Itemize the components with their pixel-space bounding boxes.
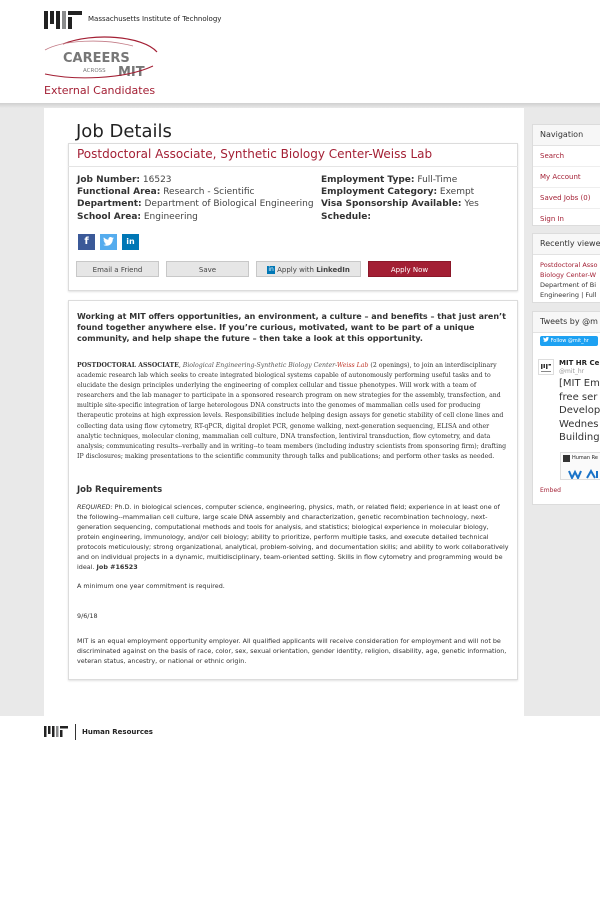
linkedin-share-icon[interactable]: in	[122, 234, 139, 250]
tweet-line: Wednes	[559, 418, 599, 430]
human-resources-logo-icon	[563, 455, 570, 462]
visa-label: Visa Sponsorship Available:	[321, 199, 462, 209]
description-paragraph: POSTDOCTORAL ASSOCIATE, Biological Engineering-Synthetic Biology Center-Weiss Lab (2 openings), to join an interdisciplinary academic research lab which seeks to create integrated biological systems capable of autonomously performing useful tasks and to elucidate the design principles underlying the engineering of complex cellular and tissue phenotypes. Will work with a team of researchers and the lab manager to participate in a sponsored research program on new strategies for the assembly, transfection, and multiple site-specific integration of large heterologous DNA constructs into the genomes of mammalian cells used for producing therapeutic proteins at high expression levels. Responsibilities include helping design assays for genetic stability of cell clone lines and collecting data using flow cytometry, RT-qPCR, digital droplet PCR, genome walking, next-generation sequencing, ELISA and other analytic techniques, molecular cloning, mammalian cell culture, DNA transfection, lentiviral transduction, flow cytometry, and data analysis; communicating results--verbally and in writing--to team members (including industry scientists from sponsoring firm); drafting IP disclosures; making presentations to the scientific community through talks and publications; and perform other tasks as needed.	[77, 362, 507, 460]
lab-name: Biological Engineering-Synthetic Biology Center-	[182, 362, 337, 369]
job-number-label: Job Number:	[77, 175, 141, 185]
recently-viewed-item[interactable]	[533, 255, 600, 303]
careers-across-mit-logo-icon[interactable]	[43, 36, 161, 80]
employment-category-label: Employment Category:	[321, 187, 438, 197]
recent-job-department: Department of Bi	[540, 281, 596, 289]
tweet-line: Develop	[559, 405, 600, 416]
description-body: (2 openings), to join an interdisciplinary academic research lab which seeks to create integrated biological systems capable of autonomously performing useful tasks and to elucidate the design principles underlying the engineering of complex cellular and tissue phenotypes. Will work with a team of researchers and the lab manager to participate in a sponsored research program on new strategies for the assembly, transfection, and multiple site-specific integration of large heterologous DNA constructs into the genomes of mammalian cells used for producing therapeutic proteins at high expression levels. Responsibilities include helping design assays for genetic stability of cell clone lines and collecting data using flow cytometry, RT-qPCR, digital droplet PCR, genome walking, next-generation sequencing, ELISA and other analytic techniques, molecular cloning, mammalian cell culture, DNA transfection, lentiviral transduction, flow cytometry, and data analysis; communicating results--verbally and in writing--to team members (including industry scientists from sponsoring firm); drafting IP disclosures; making presentations to the scientific community through talks and publications; and perform other tasks as needed.	[77, 362, 507, 460]
recent-job-link-line1[interactable]: Postdoctoral Asso	[540, 261, 598, 269]
navigation-panel	[532, 124, 600, 226]
apply-linkedin-button[interactable]	[256, 261, 361, 277]
employment-type-label: Employment Type:	[321, 175, 415, 185]
tweet-author-avatar[interactable]	[538, 359, 554, 375]
across-word: ACROSS	[83, 68, 106, 74]
nav-item-search[interactable]: Search	[533, 146, 600, 167]
tweet-card-graphic-icon	[567, 469, 600, 479]
footer-department-name[interactable]: Human Resources	[82, 728, 153, 736]
recent-job-school: Engineering	[540, 291, 579, 299]
requirements-heading: Job Requirements	[77, 485, 163, 495]
job-title: Postdoctoral Associate, Synthetic Biology Center-Weiss Lab	[77, 147, 433, 161]
recent-job-type: Full	[585, 291, 597, 299]
tweet-line: free ser	[559, 391, 598, 403]
school-area-value: Engineering	[143, 212, 198, 222]
required-label: REQUIRED:	[77, 503, 113, 511]
nav-item-saved-jobs[interactable]: Saved Jobs (0)	[533, 188, 600, 209]
tweet-text	[559, 377, 600, 445]
functional-area-value: Research - Scientific	[163, 187, 255, 197]
school-area-field	[77, 212, 198, 222]
posting-date: 9/6/18	[77, 612, 98, 620]
tweets-heading: Tweets by @m	[533, 312, 600, 333]
twitter-bird-icon	[543, 337, 549, 342]
footer-divider	[75, 724, 76, 740]
nav-item-my-account[interactable]: My Account	[533, 167, 600, 188]
apply-now-button[interactable]: Apply Now	[368, 261, 451, 277]
institute-name: Massachusetts Institute of Technology	[88, 15, 222, 23]
apply-linkedin-brand: LinkedIn	[316, 266, 350, 274]
job-number-field	[77, 175, 172, 185]
requirements-text: Ph.D. in biological sciences, computer science, engineering, physics, math, or related field; experience in at least one of the following--mammalian cell culture, large scale DNA assembly and characterization, genetic recombination technology, next-generation sequencing, computational methods and tools for analysis, and statistics; biological experience in molecular biology, protein engineering, immunology, and/or cell biology; ability to prioritize, perform multiple tasks, and execute detailed technical protocols meticulously; strong organizational, analytical, problem-solving, and documentation skills; and ability to work collaboratively and on individual projects in a dynamic, multidisciplinary, team-oriented setting. Skills in flow cytometry and programming would be ideal.	[77, 503, 509, 571]
tweet-media-card[interactable]	[560, 452, 600, 480]
department-label: Department:	[77, 199, 142, 209]
page-title: Job Details	[76, 121, 172, 142]
intro-paragraph: Working at MIT offers opportunities, an environment, a culture – and benefits – that just aren’t found together anywhere else. If you’re curious, motivated, want to be part of a unique community, and help shape the future – then take a look at this opportunity.	[77, 312, 506, 343]
tweet-author-handle[interactable]: @mit_hr	[559, 368, 585, 375]
navigation-heading: Navigation	[533, 125, 600, 146]
position-title-caps: POSTDOCTORAL ASSOCIATE	[77, 362, 179, 369]
commitment-note: A minimum one year commitment is required.	[77, 582, 225, 590]
lab-name-highlight: Weiss Lab	[336, 362, 369, 369]
nav-item-sign-in[interactable]: Sign In	[540, 215, 564, 223]
twitter-share-icon[interactable]	[100, 234, 117, 250]
linkedin-icon: in	[268, 266, 274, 273]
tweet-author-name[interactable]: MIT HR Ce	[559, 359, 600, 367]
mit-word: MIT	[118, 65, 145, 80]
facebook-share-icon[interactable]: f	[78, 234, 95, 250]
twitter-bird-icon	[103, 237, 114, 246]
job-number-value: 16523	[142, 175, 172, 185]
eoe-statement: MIT is an equal employment opportunity employer. All qualified applicants will receive consideration for employment and will not be discriminated against on the basis of race, color, sex, sexual orientation, gender identity, religion, disability, age, genetic information, veteran status, ancestry, or national or ethnic origin.	[77, 637, 507, 665]
job-reference: Job #16523	[96, 563, 138, 571]
functional-area-field	[77, 187, 255, 197]
tweet-line: [MIT Em	[559, 378, 600, 389]
tweet-card-label: Human Re	[572, 455, 598, 461]
tweet-line: Building	[559, 432, 600, 443]
requirements-paragraph	[77, 502, 509, 572]
email-friend-button[interactable]: Email a Friend	[76, 261, 159, 277]
employment-category-field	[321, 187, 474, 197]
site-section-title[interactable]: External Candidates	[44, 84, 156, 97]
visa-field	[321, 199, 479, 209]
recent-job-link-line2[interactable]: Biology Center-W	[540, 271, 597, 279]
recently-viewed-panel	[532, 233, 600, 303]
mit-logo-icon[interactable]	[44, 11, 82, 29]
follow-label: Follow @mit_hr	[550, 338, 589, 344]
mit-footer-logo-icon[interactable]	[44, 726, 68, 737]
visa-value: Yes	[464, 199, 479, 209]
embed-link[interactable]: Embed	[540, 487, 561, 494]
employment-type-field	[321, 175, 457, 185]
schedule-field	[321, 212, 371, 222]
mit-hr-avatar-icon	[539, 361, 553, 375]
employment-category-value: Exempt	[439, 187, 475, 197]
recent-job-school-line: Engineering | Full	[540, 291, 597, 299]
site-header	[0, 0, 600, 104]
schedule-label: Schedule:	[321, 212, 371, 222]
recently-viewed-heading: Recently viewe	[533, 234, 600, 255]
divider	[68, 166, 518, 167]
functional-area-label: Functional Area:	[77, 187, 161, 197]
careers-word: CAREERS	[63, 51, 130, 66]
twitter-follow-button[interactable]	[540, 336, 598, 346]
apply-linkedin-prefix: Apply with	[277, 266, 314, 274]
save-button[interactable]: Save	[166, 261, 249, 277]
department-field	[77, 199, 314, 209]
department-value: Department of Biological Engineering	[144, 199, 314, 209]
employment-type-value: Full-Time	[417, 175, 458, 185]
school-area-label: School Area:	[77, 212, 141, 222]
